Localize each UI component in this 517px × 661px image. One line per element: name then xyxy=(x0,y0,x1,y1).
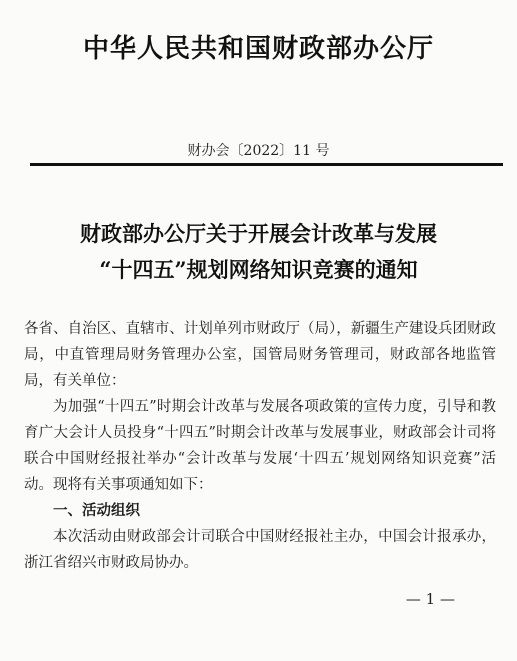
section-paragraph-activity-organization: 本次活动由财政部会计司联合中国财经报社主办，中国会计报承办，浙江省绍兴市财政局协办。 xyxy=(24,529,496,571)
document-title-line-1: 财政部办公厅关于开展会计改革与发展 xyxy=(80,221,437,246)
document-body xyxy=(24,316,496,576)
page-number: — 1 — xyxy=(405,590,455,608)
issuing-organization: 中华人民共和国财政部办公厅 xyxy=(82,34,434,64)
header-divider xyxy=(30,163,503,166)
document-number: 财办会〔2022〕11 号 xyxy=(187,143,330,159)
intro-paragraph: 为加强“十四五”时期会计改革与发展各项政策的宣传力度，引导和教育广大会计人员投身“十四五”时期会计改革与发展事业，财政部会计司将联合中国财经报社举办“会计改革与发展‘十四五’规划网络知识竞赛”活动。现将有关事项通知如下： xyxy=(24,399,496,493)
document-title-line-2: “十四五”规划网络知识竞赛的通知 xyxy=(99,257,418,282)
section-heading-activity-organization: 一、活动组织 xyxy=(53,502,140,519)
recipients-paragraph: 各省、自治区、直辖市、计划单列市财政厅（局），新疆生产建设兵团财政局，中直管理局财务管理办公室，国管局财务管理司，财政部各地监管局，有关单位： xyxy=(24,321,496,389)
